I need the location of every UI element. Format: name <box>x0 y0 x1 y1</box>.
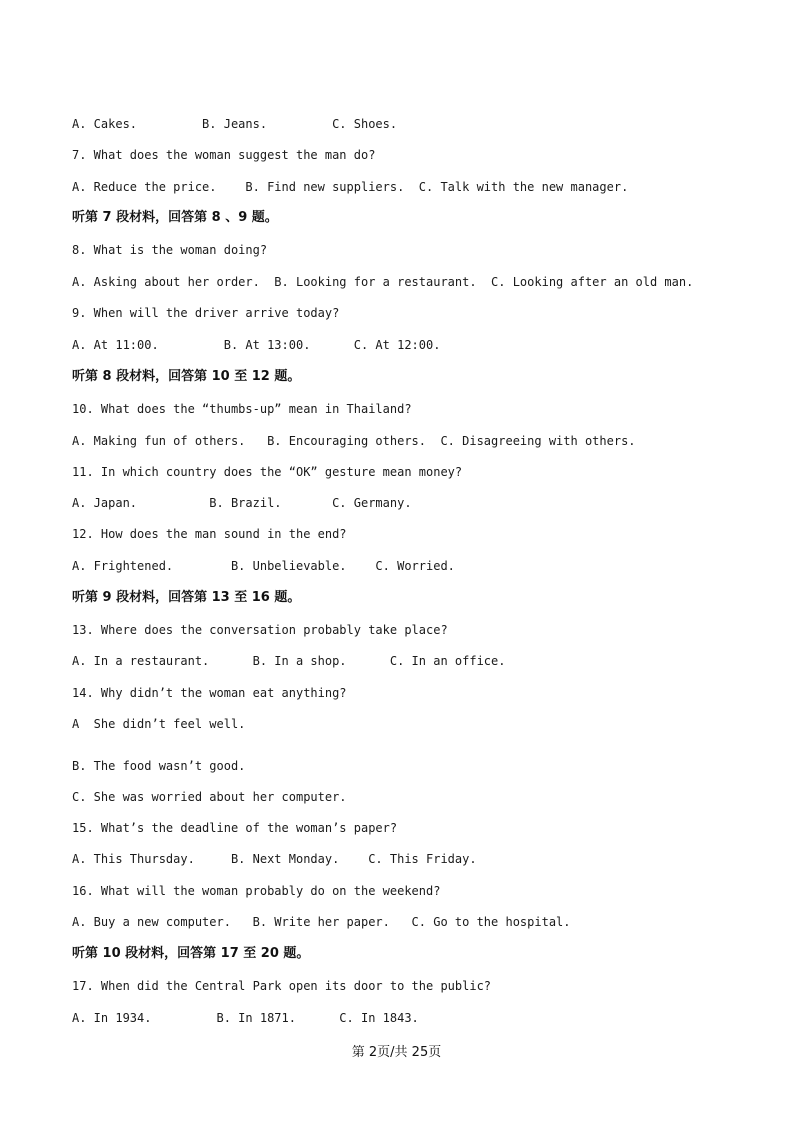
question-7-text: 7. What does the woman suggest the man do? <box>72 148 376 162</box>
question-13-options: A. In a restaurant. B. In a shop. C. In an office. <box>72 654 506 668</box>
page-footer: 第 2页/共 25页 <box>351 1045 442 1060</box>
question-17-options: A. In 1934. B. In 1871. C. In 1843. <box>72 1011 419 1025</box>
question-16-options: A. Buy a new computer. B. Write her paper. C. Go to the hospital. <box>72 915 571 929</box>
question-11-options: A. Japan. B. Brazil. C. Germany. <box>72 496 412 510</box>
question-16-text: 16. What will the woman probably do on the weekend? <box>72 884 441 898</box>
question-9-text: 9. When will the driver arrive today? <box>72 306 340 320</box>
question-12-options: A. Frightened. B. Unbelievable. C. Worried. <box>72 559 455 573</box>
question-7-options: A. Reduce the price. B. Find new suppliers. C. Talk with the new manager. <box>72 180 629 194</box>
question-14-option-a: A She didn’t feel well. <box>72 717 246 731</box>
question-17-text: 17. When did the Central Park open its door to the public? <box>72 979 492 993</box>
question-8-text: 8. What is the woman doing? <box>72 243 268 257</box>
question-6-options: A. Cakes. B. Jeans. C. Shoes. <box>72 117 398 131</box>
question-14-option-b: B. The food wasn’t good. <box>72 759 246 773</box>
section-heading-7: 听第 7 段材料，回答第 8 、9 题。 <box>72 210 278 225</box>
question-13-text: 13. Where does the conversation probably take place? <box>72 623 448 637</box>
question-11-text: 11. In which country does the “OK” gesture mean money? <box>72 465 463 479</box>
question-8-options: A. Asking about her order. B. Looking for a restaurant. C. Looking after an old man. <box>72 275 694 289</box>
question-10-options: A. Making fun of others. B. Encouraging others. C. Disagreeing with others. <box>72 434 636 448</box>
question-9-options: A. At 11:00. B. At 13:00. C. At 12:00. <box>72 338 441 352</box>
question-10-text: 10. What does the “thumbs-up” mean in Thailand? <box>72 402 412 416</box>
question-15-text: 15. What’s the deadline of the woman’s paper? <box>72 821 398 835</box>
section-heading-10: 听第 10 段材料，回答第 17 至 20 题。 <box>72 946 310 961</box>
section-heading-9: 听第 9 段材料，回答第 13 至 16 题。 <box>72 590 301 605</box>
question-15-options: A. This Thursday. B. Next Monday. C. This Friday. <box>72 852 477 866</box>
question-12-text: 12. How does the man sound in the end? <box>72 527 347 541</box>
section-heading-8: 听第 8 段材料，回答第 10 至 12 题。 <box>72 369 301 384</box>
question-14-option-c: C. She was worried about her computer. <box>72 790 347 804</box>
question-14-text: 14. Why didn’t the woman eat anything? <box>72 686 347 700</box>
